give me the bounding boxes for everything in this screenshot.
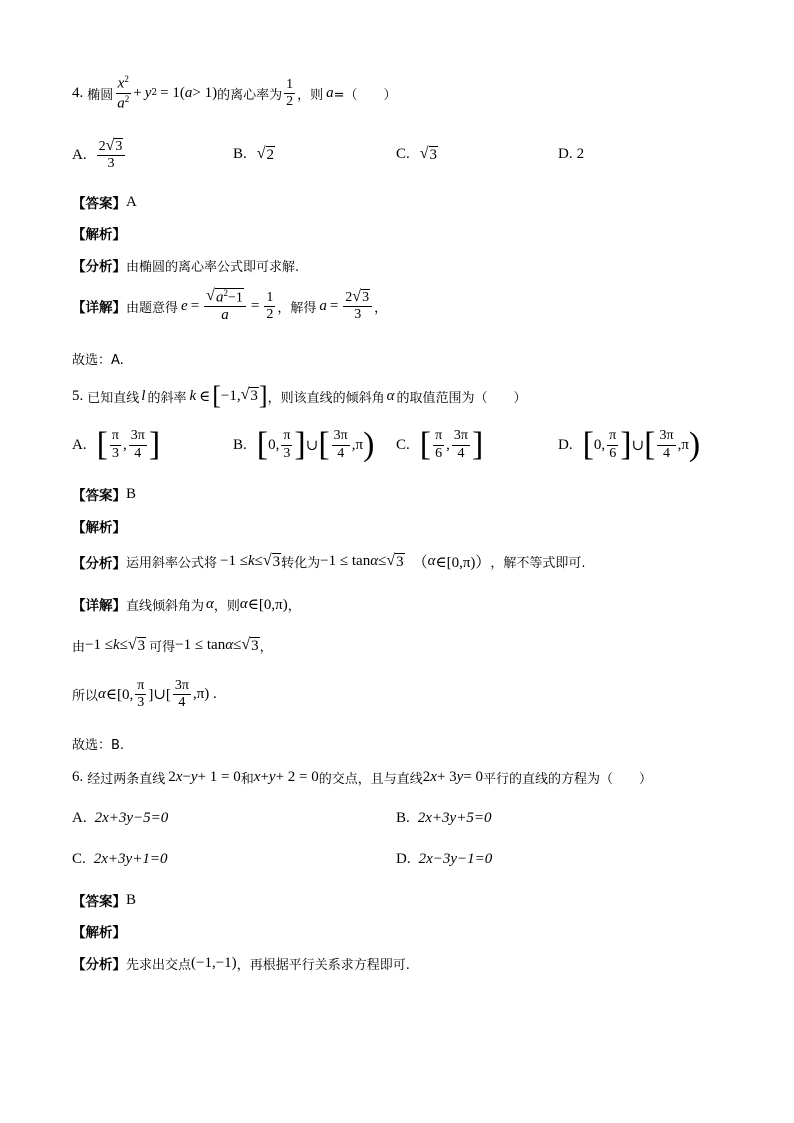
- q4-answer: 【答案】 A: [72, 193, 137, 212]
- q6-option-c[interactable]: C. 2x+3y+1=0: [72, 851, 168, 867]
- q6-stem: 6. 经过两条直线 2 x − y + 1 = 0 和 x + y + 2 = 0 的交点，且与直线 2 x + 3 y = 0 平行的直线的方程为（ ）: [72, 769, 653, 787]
- q5-option-a[interactable]: A. [ $\frac{\pi}{3}$ , $\frac{3\pi}{4}$ ]: [72, 426, 161, 463]
- q6-analysis-heading: 【解析】: [72, 925, 126, 941]
- q5-line2: 由 −1 ≤ k ≤ √ 3 可得 −1 ≤ tan α ≤ √ 3 ，: [72, 635, 273, 655]
- q4-analysis-heading: 【解析】: [72, 227, 126, 243]
- q4-fenxi: 【分析】 由椭圆的离心率公式即可求解.: [72, 259, 300, 275]
- q6-option-d[interactable]: D. 2x−3y−1=0: [396, 851, 493, 867]
- q5-line3: 所以 α ∈[0, $\frac{\pi}{3}$ ]∪[ $\frac{3\pi}{4}$ ,π) .: [72, 678, 217, 711]
- q4-option-a[interactable]: A. 2 √ 3 3: [72, 138, 127, 172]
- q6-option-a[interactable]: A. 2x+3y−5=0: [72, 810, 169, 826]
- q4-option-c[interactable]: C. √ 3: [396, 145, 438, 163]
- q4-eccentricity-fraction: $\frac{1}{2}$: [286, 76, 294, 109]
- q4-choose: 故选：A.: [72, 353, 124, 368]
- q5-stem: 5. 已知直线 l 的斜率 k ∈ [ −1, √ 3 ] ，则该直线的倾斜角 α 的取值范围为（ ）: [72, 381, 527, 410]
- q5-option-b[interactable]: B. [ 0, $\frac{\pi}{3}$ ] ∪ [ $\frac{3\pi}{4}$ ,π ): [233, 426, 375, 463]
- q4-stem: 4. 椭圆 $\frac{x^2}{a^2}$ + y 2 = 1( a > 1) 的离心率为 $\frac{1}{2}$ ，则 a =（ ）: [72, 74, 397, 112]
- q5-option-c[interactable]: C. [ $\frac{\pi}{6}$ , $\frac{3\pi}{4}$ ]: [396, 426, 484, 463]
- q5-choose: 故选：B.: [72, 738, 125, 753]
- q5-xiangjie: 【详解】 直线倾斜角为 α ，则 α ∈[0,π) ，: [72, 595, 301, 614]
- q5-answer: 【答案】 B: [72, 485, 137, 504]
- q4-number: 4.: [72, 84, 84, 101]
- q4-xiangjie: 【详解】 由题意得 e = √ $a^2-1$ a = $\frac{1}{2}$ ，解得 a = 2 √ 3 3 ，: [72, 287, 388, 324]
- q5-fenxi: 【分析】 运用斜率公式将 −1 ≤ k ≤ √ 3 转化为 −1 ≤ tan α ≤ √ 3 （ α ∈[0,π)） ，解不等式即可.: [72, 551, 586, 572]
- q6-answer: 【答案】 B: [72, 891, 137, 910]
- q5-option-d[interactable]: D. [ 0, $\frac{\pi}{6}$ ] ∪ [ $\frac{3\pi}{4}$ ,π ): [558, 426, 701, 463]
- q6-intersection-point: (−1,−1): [191, 954, 237, 971]
- q4-option-d[interactable]: D. 2: [558, 146, 585, 162]
- q6-fenxi: 【分析】 先求出交点 (−1,−1) ，再根据平行关系求方程即可.: [72, 954, 410, 973]
- q5-analysis-heading: 【解析】: [72, 520, 126, 536]
- q6-option-b[interactable]: B. 2x+3y+5=0: [396, 810, 492, 826]
- q4-ellipse-fraction: $\frac{x^2}{a^2}$: [117, 74, 130, 112]
- q4-option-b[interactable]: B. √ 2: [233, 145, 275, 163]
